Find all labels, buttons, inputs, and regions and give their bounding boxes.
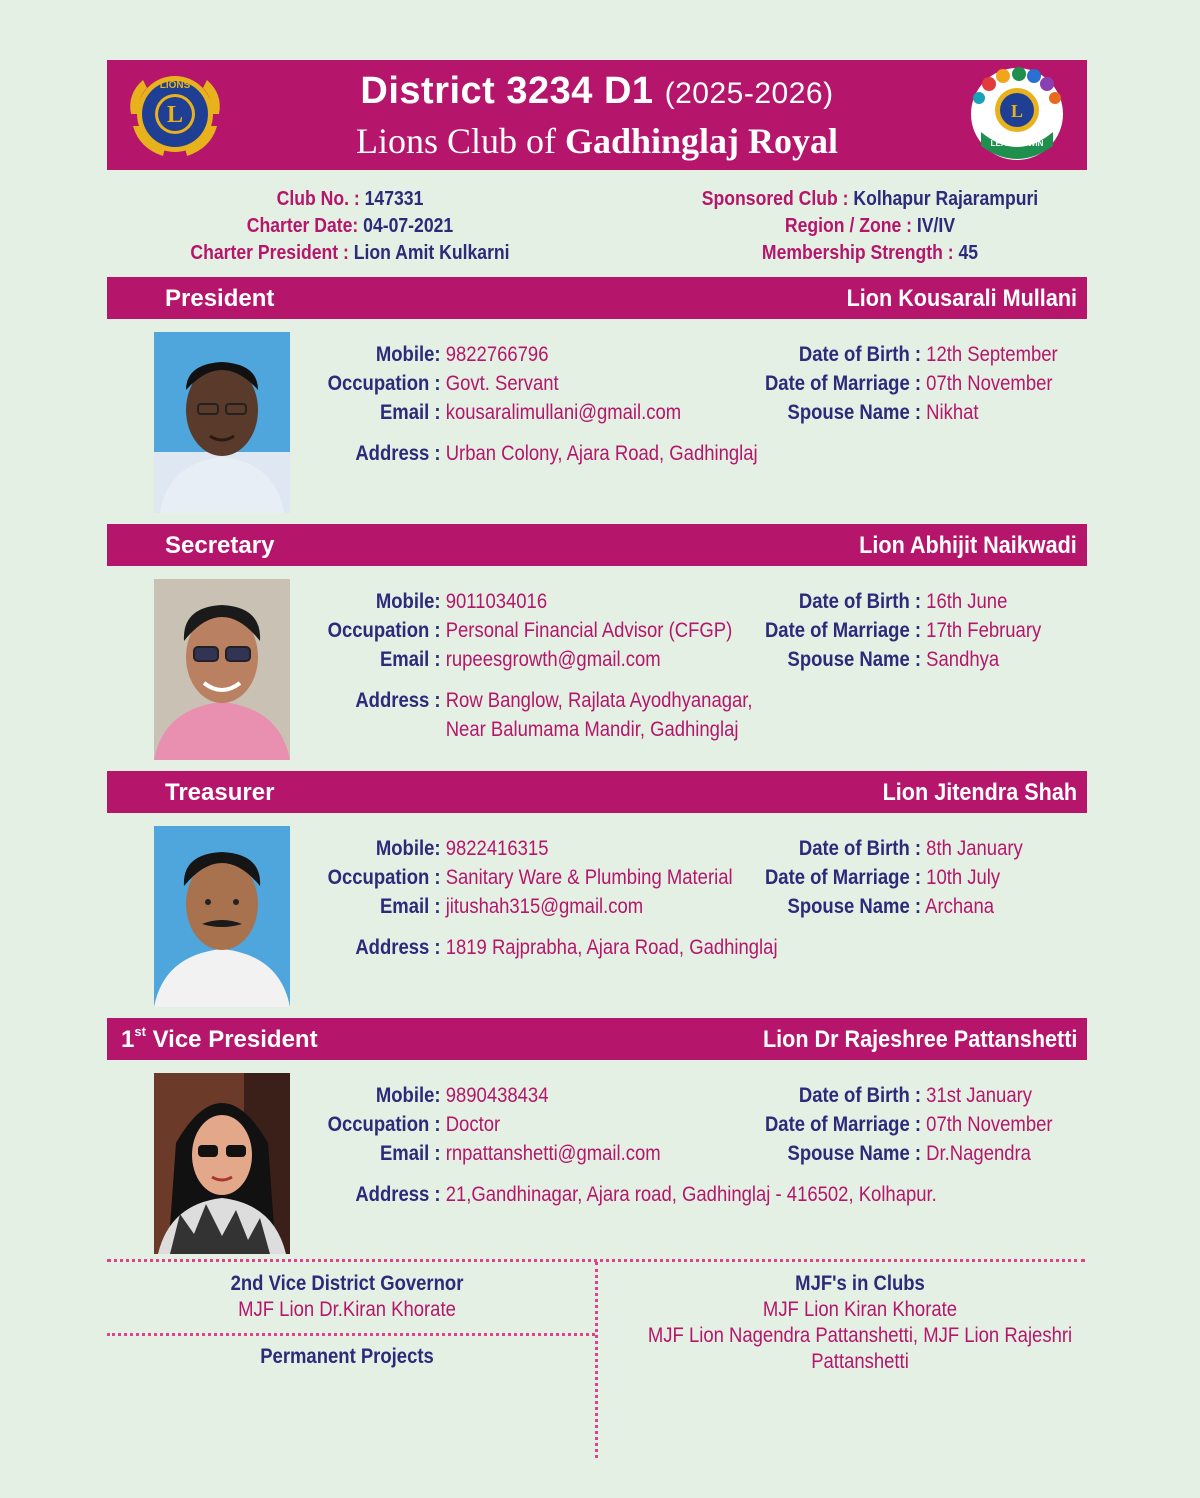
footer-divider-mid xyxy=(107,1333,595,1336)
officer-name: Lion Dr Rajeshree Pattanshetti xyxy=(762,1026,1077,1053)
email-value: rupeesgrowth@gmail.com xyxy=(445,648,661,671)
secretary-details: Mobile: 9011034016 Occupation : Personal Financial Advisor (CFGP) Email : rupeesgrowth@gmail.com Address : Row Banglow, Rajlata Ayodhyanagar, Near Balumama Mandir, Gadhinglaj Date of Birth : 16th June Date of Marriage : 17th February Spouse Name : Sandhya xyxy=(327,590,1042,741)
vice-president-details: Mobile: 9890438434 Occupation : Doctor Email : rnpattanshetti@gmail.com Address : 21,Gandhinagar, Ajara road, Gadhinglaj - 416502, Kolhapur. Date of Birth : 31st January Date of Marriage : 07th November Spouse Name : Dr.Nagendra xyxy=(327,1084,1053,1206)
dom-value: 07th November xyxy=(926,372,1053,395)
role-title: 1st Vice President xyxy=(121,1024,318,1053)
address-value: Row Banglow, Rajlata Ayodhyanagar, xyxy=(445,689,753,712)
secretary-band xyxy=(107,524,1087,566)
occupation-value: Sanitary Ware & Plumbing Material xyxy=(445,866,733,889)
mjf-block xyxy=(631,1271,1089,1375)
mobile-value: 9890438434 xyxy=(445,1084,549,1107)
vdg-title: 2nd Vice District Governor xyxy=(230,1272,464,1295)
treasurer-details: Mobile: 9822416315 Occupation : Sanitary Ware & Plumbing Material Email : jitushah315@gmail.com Address : 1819 Rajprabha, Ajara Road, Gadhinglaj Date of Birth : 8th January Date of Marriage : 10th July Spouse Name : Archana xyxy=(327,837,1023,959)
spouse-value: Dr.Nagendra xyxy=(926,1142,1031,1165)
spouse-value: Archana xyxy=(925,895,994,918)
club-name-title: Lions Club of Gadhinglaj Royal xyxy=(355,121,839,161)
email-value: jitushah315@gmail.com xyxy=(445,895,644,918)
mjf-title: MJF's in Clubs xyxy=(795,1272,925,1295)
svg-text:LEAD TO WIN: LEAD TO WIN xyxy=(990,139,1044,148)
dom-value: 07th November xyxy=(926,1113,1053,1136)
role-title: Treasurer xyxy=(165,779,275,806)
president-band xyxy=(107,277,1087,319)
treasurer-photo xyxy=(154,826,290,1007)
president-details: Mobile: 9822766796 Occupation : Govt. Servant Email : kousaralimullani@gmail.com Address : Urban Colony, Ajara Road, Gadhinglaj Date of Birth : 12th September Date of Marriage : 07th November Spouse Name : Nikhat xyxy=(327,343,1058,465)
club-info-right: Sponsored Club : Kolhapur Rajarampuri Region / Zone : IV/IV Membership Strength : 45 xyxy=(701,188,1039,264)
address-value: 21,Gandhinagar, Ajara road, Gadhinglaj - 416502, Kolhapur. xyxy=(445,1183,937,1206)
officer-name: Lion Kousarali Mullani xyxy=(846,285,1077,312)
mobile-value: 9011034016 xyxy=(445,590,548,613)
mobile-value: 9822766796 xyxy=(445,343,549,366)
footer-divider-vertical xyxy=(595,1262,598,1458)
header-banner xyxy=(107,60,1087,170)
svg-text:L: L xyxy=(166,102,184,128)
address-value: 1819 Rajprabha, Ajara Road, Gadhinglaj xyxy=(445,936,778,959)
projects-block xyxy=(136,1344,558,1370)
svg-text:L: L xyxy=(1010,101,1024,121)
occupation-value: Personal Financial Advisor (CFGP) xyxy=(445,619,733,642)
dob-value: 31st January xyxy=(926,1084,1033,1107)
email-value: kousaralimullani@gmail.com xyxy=(445,401,682,424)
treasurer-band xyxy=(107,771,1087,813)
mobile-value: 9822416315 xyxy=(445,837,549,860)
mjf-line-1: MJF Lion Kiran Khorate xyxy=(762,1298,958,1321)
address-value: Urban Colony, Ajara Road, Gadhinglaj xyxy=(445,442,758,465)
occupation-value: Doctor xyxy=(445,1113,501,1136)
email-value: rnpattanshetti@gmail.com xyxy=(445,1142,661,1165)
officer-name: Lion Jitendra Shah xyxy=(882,779,1077,806)
mjf-line-2: MJF Lion Nagendra Pattanshetti, MJF Lion Rajeshri Pattanshetti xyxy=(647,1324,1073,1373)
dob-value: 8th January xyxy=(926,837,1023,860)
dom-value: 17th February xyxy=(926,619,1042,642)
dob-value: 12th September xyxy=(926,343,1058,366)
vdg-block xyxy=(136,1271,558,1323)
role-title: Secretary xyxy=(165,532,275,559)
address-value-2: Near Balumama Mandir, Gadhinglaj xyxy=(445,718,739,741)
dom-value: 10th July xyxy=(926,866,1001,889)
occupation-value: Govt. Servant xyxy=(445,372,559,395)
club-info-left: Club No. : 147331 Charter Date: 04-07-2021 Charter President : Lion Amit Kulkarni xyxy=(190,188,510,264)
district-emblem-icon xyxy=(967,66,1067,162)
president-photo xyxy=(154,332,290,513)
officer-name: Lion Abhijit Naikwadi xyxy=(859,532,1077,559)
secretary-photo xyxy=(154,579,290,760)
vice-president-photo xyxy=(154,1073,290,1254)
vice-president-band xyxy=(107,1018,1087,1060)
spouse-value: Nikhat xyxy=(926,401,979,424)
spouse-value: Sandhya xyxy=(926,648,1000,671)
vdg-name: MJF Lion Dr.Kiran Khorate xyxy=(238,1298,456,1321)
district-title: District 3234 D1 (2025-2026) xyxy=(360,70,834,112)
svg-text:LIONS: LIONS xyxy=(159,80,191,91)
role-title: President xyxy=(165,285,275,312)
dob-value: 16th June xyxy=(926,590,1008,613)
projects-title: Permanent Projects xyxy=(260,1345,434,1368)
